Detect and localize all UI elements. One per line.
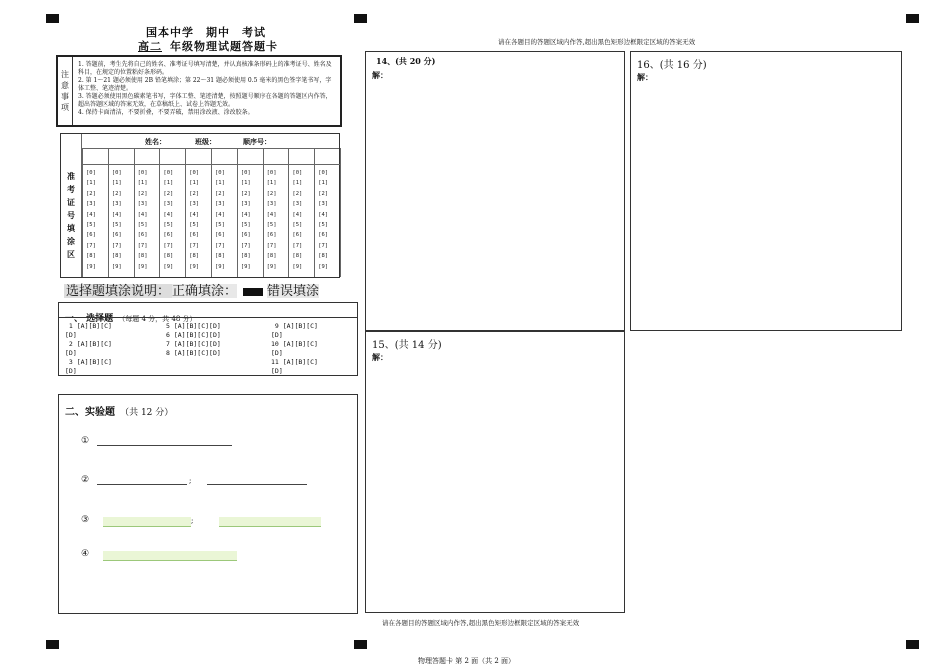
id-digit-bubble[interactable]: [6] [318,232,329,239]
exp-item-3-number: ③ [81,515,90,525]
id-digit-bubble[interactable]: [2] [240,190,251,197]
answer-area-notice-bottom: 请在各题目的答题区域内作答,超出黑色矩形边框限定区域的答案无效 [382,619,580,627]
id-digit-bubble[interactable]: [1] [137,180,148,187]
exp-item-2-blank-a[interactable] [97,484,187,485]
id-digit-bubble[interactable]: [6] [292,232,303,239]
mc-column-3[interactable] [271,322,318,376]
q14-title: 14、(共 20 分) [376,56,436,66]
q16-title: 16、(共 16 分) [637,60,707,71]
id-digit-bubble[interactable]: [6] [189,232,200,239]
id-digit-bubble[interactable]: [8] [189,253,200,260]
id-digit-bubble[interactable]: [3] [86,201,96,208]
id-digit-bubble[interactable]: [1] [111,180,122,187]
exp-item-4-number: ④ [81,549,90,559]
id-digit-bubble[interactable]: [3] [189,201,200,208]
mc-answer-row[interactable]: [D] [271,331,283,339]
id-digit-bubble[interactable]: [7] [163,242,174,249]
id-digit-bubble[interactable]: [1] [86,180,96,187]
id-digit-bubble[interactable]: [7] [215,242,225,249]
id-digit-bubble[interactable]: [1] [189,180,200,187]
alignment-marker-top-right [906,14,919,23]
id-grid-divider [211,148,212,277]
experiment-score-note: （共 12 分） [120,408,174,418]
id-digit-bubble[interactable]: [8] [137,253,148,260]
mc-answer-row[interactable]: 7 [A][B][C][D] [166,340,221,348]
notice-item: 3. 答题必须使用黑色碳素笔书写，字体工整、笔迹清楚，按照题号顺序在各题的答题区内作答，超出答题区域的答案无效，在草稿纸上、试卷上答题无效。 [78,93,332,108]
id-digit-bubble[interactable]: [8] [215,253,225,260]
id-digit-bubble[interactable]: [3] [240,201,251,208]
mc-title: 一、 选择题 [65,314,114,324]
id-digit-bubble[interactable]: [9] [266,263,277,270]
id-side-label-char: 号 [67,211,75,220]
id-grid-divider [82,148,83,277]
notice-item: 1. 答题前，考生先将自己的姓名、准考证号填写清楚，并认真核准条形码上的准考证号、姓名及科目，在规定的位置粘好条形码。 [78,61,332,76]
id-digit-bubble[interactable]: [5] [318,222,329,228]
mc-answer-row[interactable]: [D] [65,367,77,375]
id-digit-bubble[interactable]: [9] [86,263,96,270]
id-grid-divider [237,148,238,277]
fill-instructions [64,280,340,298]
exp-item-3-blank-a[interactable] [103,517,194,527]
id-digit-bubble[interactable]: [1] [163,180,174,187]
subtitle-text: 年级物理试题答题卡 [170,40,278,53]
mc-score-note: （每题 4 分，共 48 分） [118,315,197,323]
id-digit-bubble[interactable]: [9] [292,263,303,270]
notice-item: 4. 保持卡面清洁，不要折叠，不要弄破，禁用涂改液、涂改胶条。 [78,109,254,116]
id-digit-bubble[interactable]: [0] [137,170,148,176]
id-digit-bubble[interactable]: [1] [266,180,277,187]
experiment-title: 二、实验题 [65,407,115,418]
id-digit-bubble[interactable]: [5] [240,222,251,228]
id-digit-bubble[interactable]: [1] [318,180,329,187]
id-grid-write-row [82,164,340,165]
id-digit-bubble[interactable]: [8] [292,253,303,260]
id-digit-bubble[interactable]: [9] [318,263,329,270]
mc-column-1[interactable] [65,322,112,376]
id-digit-bubble[interactable]: [5] [111,222,122,228]
q14-answer-box[interactable] [365,51,625,331]
id-digit-bubble[interactable]: [4] [111,211,122,218]
page-footer: 物理答题卡 第 2 面（共 2 面） [418,657,516,665]
id-grid-divider [288,148,289,277]
experiment-title-row [65,400,173,419]
id-digit-bubble[interactable]: [2] [189,190,200,197]
mc-answer-row[interactable]: 1 [A][B][C] [65,322,112,330]
mc-answer-row[interactable]: 10 [A][B][C] [271,340,318,348]
exp-item-4-blank[interactable] [103,551,237,561]
id-digit-bubble[interactable]: [0] [189,170,200,176]
student-id-area [60,133,340,278]
id-digit-bubble[interactable]: [5] [137,222,148,228]
q16-answer-box[interactable] [630,51,902,331]
class-field[interactable]: 班级： [195,137,216,146]
q15-answer-box[interactable] [365,331,625,613]
id-digit-bubble[interactable]: [7] [111,242,122,249]
notice-label [58,57,73,125]
id-grid-divider [263,148,264,277]
id-digit-bubble[interactable]: [0] [86,170,96,176]
id-digit-bubble[interactable]: [4] [86,211,96,218]
id-digit-bubble[interactable]: [2] [318,190,329,197]
mc-answer-row[interactable]: [D] [271,367,283,375]
id-digit-bubble[interactable]: [7] [137,242,148,249]
id-digit-bubble[interactable]: [1] [240,180,251,187]
id-digit-bubble[interactable]: [3] [318,201,329,208]
id-digit-bubble[interactable]: [5] [215,222,225,228]
id-digit-bubble[interactable]: [5] [189,222,200,228]
multiple-choice-section [58,302,358,376]
mc-answer-row[interactable]: 2 [A][B][C] [65,340,112,348]
alignment-marker-bottom-mid [354,640,367,649]
id-side-label-char: 准 [67,172,75,181]
id-digit-bubble[interactable]: [7] [292,242,303,249]
id-digit-bubble[interactable]: [6] [163,232,174,239]
id-digit-bubble[interactable]: [2] [163,190,174,197]
notice-label-char: 项 [61,103,69,112]
mc-answer-row[interactable]: 5 [A][B][C][D] [166,322,221,330]
name-field[interactable]: 姓名： [145,137,166,146]
id-grid-divider [108,148,109,277]
fill-wrong-label: 错误填涂 [267,284,320,298]
id-digit-bubble[interactable]: [8] [266,253,277,260]
id-digit-bubble[interactable]: [9] [189,263,200,270]
id-digit-bubble[interactable]: [6] [266,232,277,239]
exp-item-1-number: ① [81,436,90,446]
id-digit-bubble[interactable]: [1] [215,180,225,187]
id-digit-bubble[interactable]: [7] [189,242,200,249]
mc-answer-row[interactable]: [D] [65,331,77,339]
id-digit-bubble[interactable]: [2] [215,190,225,197]
id-digit-bubble[interactable]: [3] [215,201,225,208]
id-grid-divider [314,148,315,277]
id-digit-bubble[interactable]: [8] [86,253,96,260]
id-digit-bubble[interactable]: [9] [215,263,225,270]
id-digit-bubble[interactable]: [0] [292,170,303,176]
id-digit-bubble[interactable]: [4] [318,211,329,218]
id-digit-bubble[interactable]: [5] [266,222,277,228]
id-digit-bubble[interactable]: [9] [240,263,251,270]
id-digit-bubble[interactable]: [3] [163,201,174,208]
id-digit-bubble[interactable]: [9] [163,263,174,270]
id-digit-bubble[interactable]: [4] [137,211,148,218]
fill-correct-label: 正确填涂： [172,284,238,298]
id-digit-bubble[interactable]: [3] [137,201,148,208]
experiment-section [58,394,358,614]
exp-item-1-blank[interactable] [97,445,232,446]
mc-answer-row[interactable]: 6 [A][B][C][D] [166,331,221,339]
exp-item-2-sep: ; [189,477,192,485]
id-digit-bubble[interactable]: [6] [215,232,225,239]
correct-fill-sample [243,288,263,296]
exp-item-2-blank-b[interactable] [207,484,307,485]
id-digit-bubble[interactable]: [3] [111,201,122,208]
id-digit-bubble[interactable]: [0] [240,170,251,176]
notice-label-char: 事 [61,92,69,101]
exp-item-2-number: ② [81,475,90,485]
id-grid-divider [159,148,160,277]
mc-answer-row[interactable]: 8 [A][B][C][D] [166,349,221,357]
id-digit-bubble[interactable]: [5] [292,222,303,228]
id-digit-bubble[interactable]: [7] [240,242,251,249]
id-digit-bubble[interactable]: [0] [266,170,277,176]
q15-solve-label: 解： [372,352,388,362]
id-digit-bubble[interactable]: [7] [318,242,329,249]
grade-field: 高二 [138,40,162,53]
answer-area-notice-top: 请在各题目的答题区域内作答,超出黑色矩形边框限定区域的答案无效 [498,38,696,46]
fill-instructions-label: 选择题填涂说明： [66,284,171,298]
id-digit-bubble[interactable]: [8] [111,253,122,260]
id-digit-bubble[interactable]: [2] [111,190,122,197]
id-digit-bubble[interactable]: [9] [111,263,122,270]
id-side-label-char: 考 [67,185,75,194]
alignment-marker-bottom-left [46,640,59,649]
seq-number-field[interactable]: 顺序号： [243,137,271,146]
id-grid-divider [340,148,341,277]
alignment-marker-bottom-right [906,640,919,649]
id-digit-bubble[interactable]: [8] [318,253,329,260]
notice-item: 2. 第 1～21 题必须使用 2B 铅笔填涂；第 22～31 题必须使用 0.5 毫米的黑色签字笔书写，字体工整、笔迹清楚。 [78,77,332,92]
mc-column-2[interactable] [166,322,221,358]
q14-solve-label: 解： [372,70,388,80]
alignment-marker-top-left [46,14,59,23]
exp-item-3-sep: ; [191,517,194,525]
id-digit-bubble[interactable]: [4] [292,211,303,218]
id-side-label [64,170,78,261]
q15-title: 15、(共 14 分) [372,340,442,351]
id-digit-bubble[interactable]: [3] [292,201,303,208]
exam-subtitle [130,38,278,54]
id-digit-bubble[interactable]: [8] [163,253,174,260]
id-digit-bubble[interactable]: [5] [163,222,174,228]
id-digit-bubble[interactable]: [2] [86,190,96,197]
id-side-label-char: 证 [67,198,75,207]
id-digit-bubble[interactable]: [6] [111,232,122,239]
mc-answer-row[interactable]: 9 [A][B][C] [271,322,318,330]
id-digit-bubble[interactable]: [1] [292,180,303,187]
exam-title: 国本中学 期中 考试 [146,26,266,39]
notice-list [78,61,336,117]
id-digit-bubble[interactable]: [0] [318,170,329,176]
id-digit-bubble[interactable]: [2] [137,190,148,197]
id-digit-bubble[interactable]: [2] [266,190,277,197]
id-digit-bubble[interactable]: [6] [240,232,251,239]
alignment-marker-top-mid [354,14,367,23]
id-digit-bubble[interactable]: [4] [215,211,225,218]
mc-answer-row[interactable]: [D] [271,349,283,357]
id-grid-divider [185,148,186,277]
notice-box [56,55,342,127]
id-digit-bubble[interactable]: [6] [137,232,148,239]
id-digit-bubble[interactable]: [8] [240,253,251,260]
id-digit-bubble[interactable]: [3] [266,201,277,208]
id-digit-bubble[interactable]: [0] [215,170,225,176]
id-digit-bubble[interactable]: [4] [189,211,200,218]
id-digit-bubble[interactable]: [0] [111,170,122,176]
id-digit-bubble[interactable]: [5] [86,222,96,228]
id-side-label-char: 填 [67,224,75,233]
id-digit-bubble[interactable]: [7] [86,242,96,249]
id-side-label-char: 涂 [67,237,75,246]
id-digit-bubble[interactable]: [9] [137,263,148,270]
notice-label-char: 注 [61,70,69,79]
id-side-label-char: 区 [67,250,75,259]
exp-item-3-blank-b[interactable] [219,517,321,527]
id-digit-bubble[interactable]: [4] [266,211,277,218]
notice-label-char: 意 [61,81,69,90]
id-digit-bubble[interactable]: [4] [163,211,174,218]
id-digit-bubble[interactable]: [7] [266,242,277,249]
mc-answer-row[interactable]: 3 [A][B][C] [65,358,112,366]
id-grid-divider [134,148,135,277]
id-digit-bubble[interactable]: [0] [163,170,174,176]
id-digit-bubble[interactable]: [6] [86,232,96,239]
id-digit-bubble[interactable]: [4] [240,211,251,218]
mc-answer-row[interactable]: [D] [65,349,77,357]
mc-answer-row[interactable]: 11 [A][B][C] [271,358,318,366]
id-digit-bubble[interactable]: [2] [292,190,303,197]
q16-solve-label: 解： [637,72,653,82]
